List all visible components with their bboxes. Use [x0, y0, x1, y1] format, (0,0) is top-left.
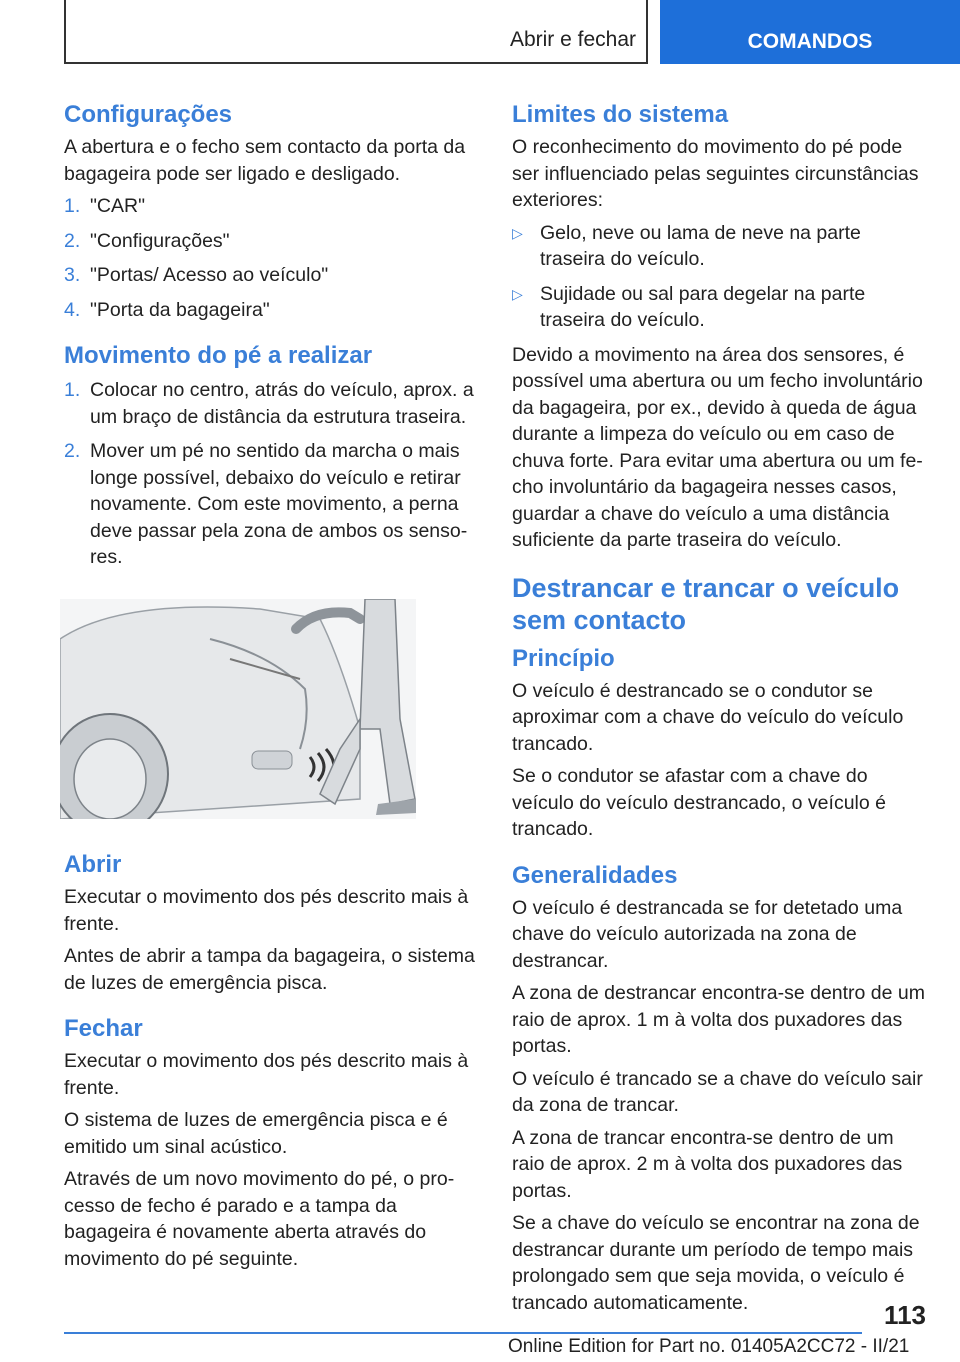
open-heading: Abrir — [64, 851, 122, 878]
limits-paragraph: Devido a movimento na área dos sensores, é possível uma abertura ou um fecho involuntário da bagageira, por ex., devido à queda de água durante a limpeza do veículo ou em caso de chuva forte. Para evitar uma abertura ou um fecho involuntário da bagageira nesses casos, guardar a chave do veículo a uma distância suficiente da parte traseira do veículo. — [512, 343, 923, 551]
open-section — [64, 850, 482, 996]
general-paragraph-3: O veículo é trancado se a chave do veículo sair da zona de trancar. — [512, 1067, 923, 1116]
step-text: Colocar no centro, atrás do veículo, aprox. a um braço de distância da estrutura traseira. — [90, 379, 474, 428]
step-number: 3. — [64, 264, 81, 286]
limits-section — [512, 100, 926, 554]
lock-heading: Destrancar e trancar o veículo sem contacto — [512, 572, 900, 635]
general-paragraph-1: O veículo é destrancada se for detetado uma chave do veículo autorizada na zona de destrancar. — [512, 896, 903, 972]
step-text: "CAR" — [90, 195, 146, 217]
chapter-tab: COMANDOS — [660, 0, 960, 64]
limits-list — [512, 220, 926, 334]
limits-heading: Limites do sistema — [512, 101, 729, 128]
list-item — [64, 193, 482, 220]
close-heading: Fechar — [64, 1015, 143, 1042]
triangle-bullet-icon: ▷ — [512, 224, 523, 241]
movement-section — [64, 341, 482, 571]
step-text: "Porta da bagageira" — [90, 298, 270, 321]
list-item — [64, 377, 482, 430]
list-item — [64, 262, 482, 289]
foot-sensor-illustration — [60, 599, 416, 819]
step-number: 1. — [64, 379, 81, 401]
step-text: Mover um pé no sentido da marcha o mais longe possível, debaixo do veículo e retirar novamente. Com este movimento, a perna deve passar pela zona de ambos os sensores. — [90, 440, 468, 568]
list-item — [64, 228, 482, 255]
step-number: 2. — [64, 229, 81, 252]
right-column — [512, 100, 926, 1334]
close-paragraph-1: Executar o movimento dos pés descrito mais à frente. — [64, 1050, 469, 1099]
settings-heading: Configurações — [64, 101, 233, 128]
close-paragraph-3: Através de um novo movimento do pé, o processo de fecho é parado e a tampa da bagageira é novamente aberta através do movimento do pé seguinte. — [64, 1168, 455, 1270]
list-item — [64, 438, 482, 571]
general-paragraph-5: Se a chave do veículo se encontrar na zona de destrancar durante um período de tempo mais prolongado sem que seja movida, o veículo é trancado automaticamente. — [512, 1212, 920, 1314]
list-item — [64, 297, 482, 324]
settings-steps — [64, 193, 482, 323]
bullet-text: Sujidade ou sal para degelar na parte traseira do veículo. — [540, 282, 866, 331]
step-number: 2. — [64, 440, 81, 462]
list-item — [512, 281, 926, 334]
step-number: 1. — [64, 195, 81, 217]
triangle-bullet-icon: ▷ — [512, 285, 523, 302]
footer-divider — [64, 1332, 862, 1334]
settings-section — [64, 100, 482, 323]
left-column — [64, 100, 482, 1290]
movement-heading: Movimento do pé a realizar — [64, 342, 373, 369]
general-paragraph-2: A zona de destrancar encontra-se dentro de um raio de aprox. 1 m à volta dos puxadores das portas. — [512, 982, 926, 1057]
general-section — [512, 861, 926, 1317]
open-paragraph-2: Antes de abrir a tampa da bagageira, o sistema de luzes de emergência pisca. — [64, 945, 475, 994]
close-paragraph-2: O sistema de luzes de emergência pisca e é emitido um sinal acústico. — [64, 1109, 448, 1158]
principle-paragraph-2: Se o condutor se afastar com a chave do veículo do veículo destrancado, o veículo é trancado. — [512, 765, 886, 840]
edition-note: Online Edition for Part no. 01405A2CC72 - II/21 — [508, 1336, 910, 1357]
principle-heading: Princípio — [512, 644, 615, 672]
principle-paragraph-1: O veículo é destrancado se o condutor se aproximar com a chave do veículo do veículo trancado. — [512, 679, 904, 755]
header-section-title: Abrir e fechar — [509, 28, 636, 51]
general-heading: Generalidades — [512, 861, 678, 889]
page-number: 113 — [884, 1300, 926, 1330]
principle-section — [512, 644, 926, 843]
list-item — [512, 220, 926, 273]
step-text: "Portas/ Acesso ao veículo" — [90, 264, 329, 286]
bullet-text: Gelo, neve ou lama de neve na parte traseira do veículo. — [540, 221, 861, 270]
step-number: 4. — [64, 298, 81, 321]
step-text: "Configurações" — [90, 229, 230, 252]
open-paragraph-1: Executar o movimento dos pés descrito mais à frente. — [64, 886, 469, 935]
movement-steps — [64, 377, 482, 571]
limits-intro: O reconhecimento do movimento do pé pode ser influenciado pelas seguintes circunstâncias exteriores: — [512, 136, 919, 211]
close-section — [64, 1014, 482, 1272]
general-paragraph-4: A zona de trancar encontra-se dentro de um raio de aprox. 2 m à volta dos puxadores das portas. — [512, 1126, 903, 1202]
settings-intro: A abertura e o fecho sem contacto da porta da bagageira pode ser ligado e desligado. — [64, 136, 466, 185]
